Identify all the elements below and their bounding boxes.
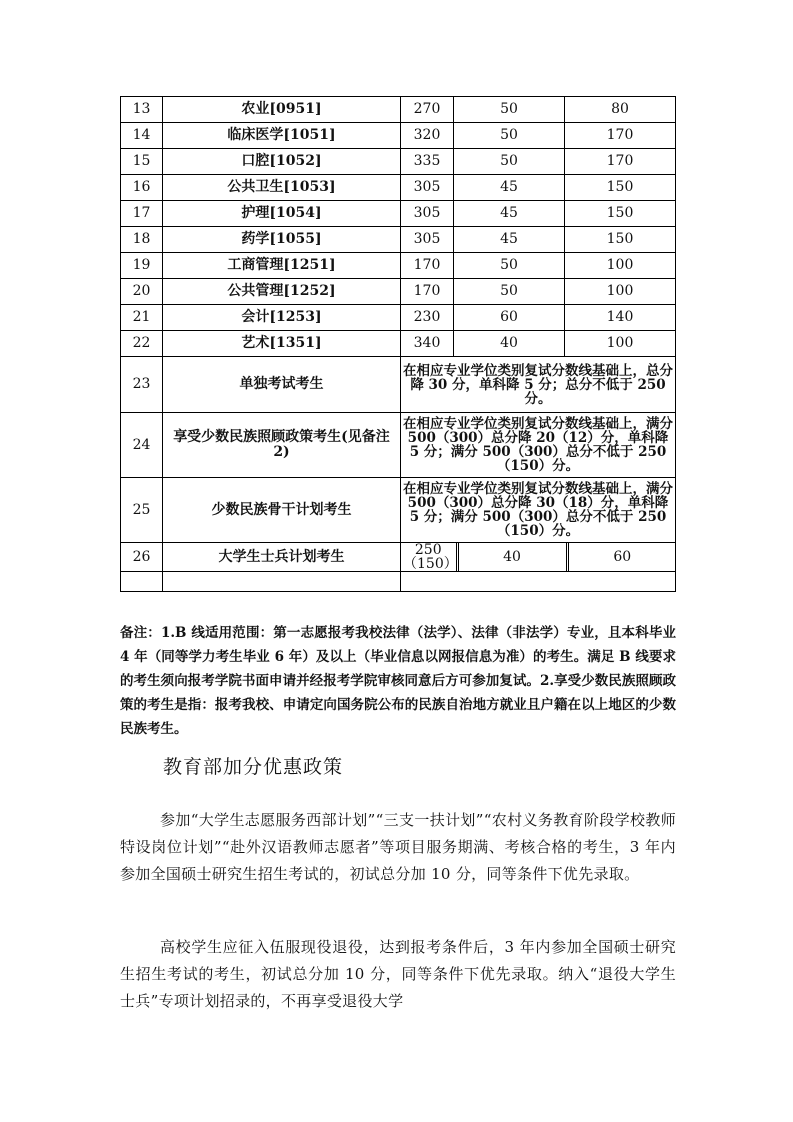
major-name: 公共卫生[1053]	[163, 175, 401, 201]
table-row-special	[121, 413, 676, 478]
total-score: 320	[401, 123, 454, 149]
single-score-a: 60	[454, 305, 565, 331]
single-score-a: 50	[454, 279, 565, 305]
table-row	[121, 149, 676, 175]
total-score: 335	[401, 149, 454, 175]
empty-cell	[121, 572, 163, 592]
table-row	[121, 175, 676, 201]
row-number: 23	[121, 357, 163, 413]
row-number: 24	[121, 413, 163, 478]
single-score-a: 50	[454, 149, 565, 175]
total-score-line2: （150）	[403, 556, 458, 572]
policy-note: 在相应专业学位类别复试分数线基础上，满分 500（300）总分降 30（18）分，单科降 5 分；满分 500（300）总分不低于 250（150）分。	[401, 478, 676, 543]
single-score-a: 45	[454, 227, 565, 253]
major-name: 临床医学[1051]	[163, 123, 401, 149]
major-name: 公共管理[1252]	[163, 279, 401, 305]
score-table-body	[121, 97, 676, 592]
single-score-b: 100	[565, 279, 676, 305]
row-number: 26	[121, 543, 163, 572]
major-name: 工商管理[1251]	[163, 253, 401, 279]
single-score-a: 40	[457, 543, 567, 571]
policy-note: 在相应专业学位类别复试分数线基础上，总分降 30 分，单科降 5 分；总分不低于 250 分。	[401, 357, 676, 413]
single-score-b: 170	[565, 123, 676, 149]
single-score-b: 150	[565, 201, 676, 227]
total-score: 170	[401, 279, 454, 305]
section-title: 教育部加分优惠政策	[163, 756, 344, 778]
total-score: 270	[401, 97, 454, 123]
row-number: 25	[121, 478, 163, 543]
table-row-special	[121, 357, 676, 413]
single-score-b: 100	[565, 253, 676, 279]
single-score-b: 60	[613, 548, 632, 565]
major-name: 护理[1054]	[163, 201, 401, 227]
row-number: 13	[121, 97, 163, 123]
score-table	[120, 96, 676, 592]
single-score-a: 50	[454, 97, 565, 123]
single-score-b: 140	[565, 305, 676, 331]
major-name: 艺术[1351]	[163, 331, 401, 357]
single-score-a: 45	[454, 201, 565, 227]
row-number: 21	[121, 305, 163, 331]
total-score: 340	[401, 331, 454, 357]
single-score-b: 80	[565, 97, 676, 123]
row-number: 18	[121, 227, 163, 253]
table-remark: 备注：1.B 线适用范围：第一志愿报考我校法律（法学）、法律（非法学）专业，且本科毕业 4 年（同等学力考生毕业 6 年）及以上（毕业信息以网报信息为准）的考生。满足 B 线要求的考生须向报考学院书面申请并经报考学院审核同意后方可参加复试。2.享受少数民族照顾政策的考生是指：报考我校、申请定向国务院公布的民族自治地方就业且户籍在以上地区的少数民族考生。	[120, 625, 676, 737]
single-score-a: 45	[454, 175, 565, 201]
empty-subcell	[401, 572, 676, 592]
row-number: 22	[121, 331, 163, 357]
paragraph: 参加“大学生志愿服务西部计划”“三支一扶计划”“农村义务教育阶段学校教师特设岗位计划”“赴外汉语教师志愿者”等项目服务期满、考核合格的考生，3 年内参加全国硕士研究生招生考试的，初试总分加 10 分，同等条件下优先录取。	[120, 811, 676, 883]
major-name: 农业[0951]	[163, 97, 401, 123]
row-number: 20	[121, 279, 163, 305]
candidate-type: 享受少数民族照顾政策考生(见备注 2)	[163, 413, 401, 478]
single-score-b: 150	[565, 175, 676, 201]
major-name: 会计[1253]	[163, 305, 401, 331]
total-score	[401, 543, 457, 571]
candidate-type: 少数民族骨干计划考生	[163, 478, 401, 543]
row-number: 16	[121, 175, 163, 201]
single-score-a: 50	[454, 253, 565, 279]
single-score-b: 170	[565, 149, 676, 175]
table-row	[121, 201, 676, 227]
table-row-special	[121, 478, 676, 543]
total-score: 230	[401, 305, 454, 331]
candidate-type: 单独考试考生	[163, 357, 401, 413]
score-subtable	[401, 543, 676, 571]
single-score-b: 100	[565, 331, 676, 357]
total-score: 305	[401, 175, 454, 201]
single-score-a: 50	[454, 123, 565, 149]
table-row	[121, 253, 676, 279]
policy-note: 在相应专业学位类别复试分数线基础上，满分 500（300）总分降 20（12）分，单科降 5 分；满分 500（300）总分不低于 250（150）分。	[401, 413, 676, 478]
table-row	[121, 543, 676, 572]
table-row	[121, 331, 676, 357]
single-score-a: 40	[454, 331, 565, 357]
table-row-empty	[121, 572, 676, 592]
table-row	[121, 305, 676, 331]
table-row	[121, 97, 676, 123]
table-row	[121, 123, 676, 149]
total-score: 170	[401, 253, 454, 279]
row-number: 19	[121, 253, 163, 279]
empty-cell	[163, 572, 401, 592]
table-row	[121, 279, 676, 305]
row-number: 17	[121, 201, 163, 227]
row-number: 14	[121, 123, 163, 149]
table-row	[121, 227, 676, 253]
major-name: 口腔[1052]	[163, 149, 401, 175]
paragraph: 高校学生应征入伍服现役退役，达到报考条件后，3 年内参加全国硕士研究生招生考试的考生，初试总分加 10 分，同等条件下优先录取。纳入“退役大学生士兵”专项计划招录的，不再享受退役大学	[120, 938, 676, 1010]
major-name: 药学[1055]	[163, 227, 401, 253]
total-score: 305	[401, 201, 454, 227]
total-score-line1: 250	[414, 542, 442, 558]
single-score-b: 150	[565, 227, 676, 253]
score-subcell	[401, 543, 676, 572]
total-score: 305	[401, 227, 454, 253]
candidate-type: 大学生士兵计划考生	[163, 543, 401, 572]
row-number: 15	[121, 149, 163, 175]
